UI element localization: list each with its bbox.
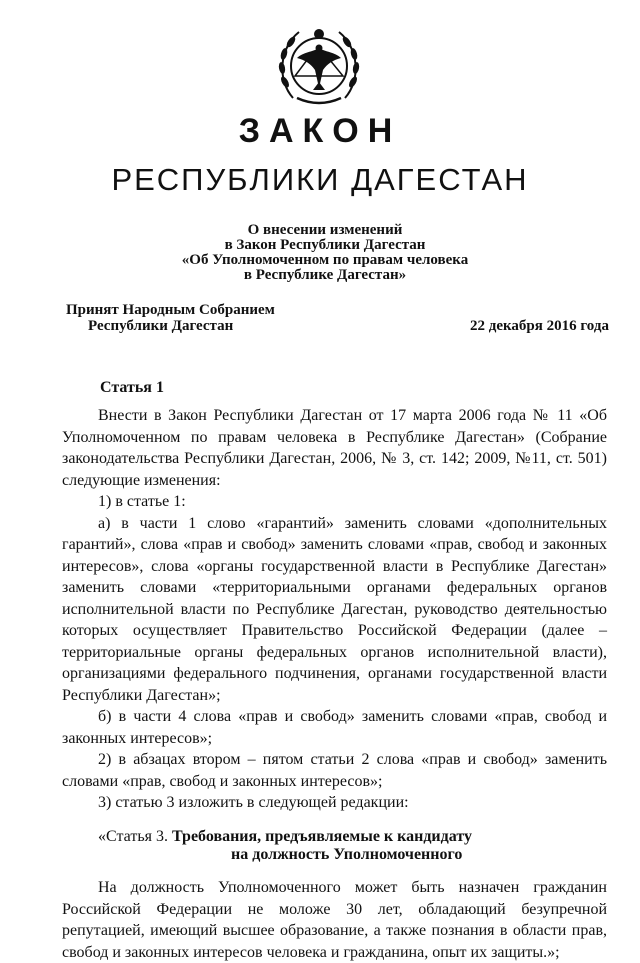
- republic-title: РЕСПУБЛИКИ ДАГЕСТАН: [111, 162, 529, 197]
- subject-line: О внесении изменений: [247, 222, 403, 238]
- subject-line: в Республике Дагестан»: [243, 267, 407, 283]
- article-heading: Статья 1: [100, 379, 164, 396]
- law-subject: [160, 223, 490, 283]
- paragraph: 1) в статье 1:: [98, 493, 186, 510]
- subject-line: «Об Уполномоченном по правам человека: [181, 252, 469, 268]
- adoption-date: 22 декабря 2016 года: [470, 318, 609, 334]
- adoption-line: Республики Дагестан: [88, 318, 234, 334]
- quoted-article-number: «Статья 3.: [98, 827, 168, 845]
- paragraph: На должность Уполномоченного может быть назначен гражданин Российской Федерации не моложе 30 лет, обладающий безупречной репутацией, имеющий высшее образование, а также познания в области прав, свобод и законных интересов человека и гражданина, опыт их защиты.»;: [62, 879, 607, 961]
- coat-of-arms-emblem: [273, 18, 365, 110]
- paragraph: а) в части 1 слово «гарантий» заменить словами «дополнительных гарантий», слова «прав и свобод» заменить словами «прав, свобод и законных интересов», слова «органы государственной власти в Республике Дагестан» заменить словами «территориальными органами федеральных органов исполнительной власти по Республике Дагестан, руководство деятельностью которых осуществляет Правительство Российской Федерации (далее – территориальные органы федеральных органов исполнительной власти), организациями федерального подчинения, органами государственной власти Республики Дагестан»;: [62, 514, 607, 704]
- paragraph: б) в части 4 слова «прав и свобод» заменить словами «прав, свобод и законных интересов»;: [62, 708, 607, 747]
- quoted-article-heading: [62, 826, 607, 848]
- adoption-line: Принят Народным Собранием: [66, 302, 275, 318]
- adoption-note: [66, 302, 275, 334]
- law-title: ЗАКОН: [238, 112, 402, 150]
- quoted-article-title-cont: на должность Уполномоченного: [231, 846, 463, 863]
- paragraph: Внести в Закон Республики Дагестан от 17 марта 2006 года № 11 «Об Уполномоченном по правам человека в Республике Дагестан» (Собрание законодательства Республики Дагестан, 2006, № 3, ст. 142; 2009, №11, ст. 501) следующие изменения:: [62, 407, 607, 489]
- subject-line: в Закон Республики Дагестан: [224, 237, 426, 253]
- quoted-article-title: Требования, предъявляемые к кандидату: [171, 827, 472, 845]
- paragraph: 2) в абзацах втором – пятом статьи 2 слова «прав и свобод» заменить словами «прав, свобод и законных интересов»;: [62, 751, 607, 790]
- paragraph: 3) статью 3 изложить в следующей редакции:: [98, 794, 409, 811]
- article-body: [62, 405, 607, 963]
